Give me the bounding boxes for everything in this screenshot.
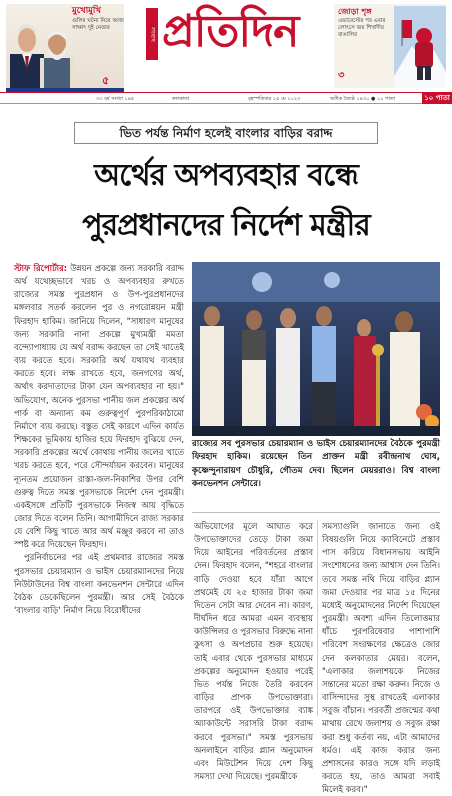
photo-caption: রাজ্যের সব পুরসভার চেয়ারম্যান ও ভাইস চেয়ারম্যানদের বৈঠকে পুরমন্ত্রী ফিরহাদ হাকিম। রয়েছেন তিন প্রাক্তন মন্ত্রী রবীন্দ্রনাথ ঘোষ, কৃষ্ণেন্দুনারায়ণ চৌধুরি, গৌতম দেব। ছিলেন মেয়ররাও। বিশ্ব বাংলা কনভেনশন সেন্টারে। [192, 439, 440, 490]
masthead [0, 0, 452, 104]
article-column-1 [14, 262, 184, 718]
reporter-tag: স্টাফ রিপোর্টার: [14, 263, 68, 273]
issue-date: বৃহস্পতিবার ২৫ মে ২০২৩ [248, 96, 301, 102]
caption-divider [192, 512, 440, 513]
logo-text: প্রতিদিন [162, 6, 299, 57]
article-photo[interactable] [192, 262, 440, 436]
promo-left-body: গুলির ঘটনা নিয়ে আজ সাক্ষাৎ দুই নেতার [72, 18, 124, 31]
dateline [0, 92, 452, 104]
column-divider [317, 520, 318, 716]
logo-side-label: সংবাদ [146, 8, 158, 60]
mountaineer-photo [394, 6, 446, 88]
newspaper-logo[interactable] [146, 6, 306, 66]
promo-right-headline: জোড়া শৃঙ্গ [338, 7, 372, 16]
article [0, 114, 452, 795]
column-1-paragraph-1 [14, 262, 184, 551]
politician-photo-left [10, 14, 44, 92]
headline-line-1: অর্থের অপব্যবহার বন্ধে [94, 158, 358, 193]
promo-left[interactable] [6, 4, 124, 92]
promo-left-headline: মুখোমুখি [72, 6, 101, 16]
article-kicker: ভিত পর্যন্ত নির্মাণ হলেই বাংলার বাড়ির বরাদ্দ [74, 122, 378, 144]
page-count-badge: ১০ পাতা [422, 93, 452, 104]
politician-photo-right [40, 20, 74, 92]
issue-number: ৩৩ বর্ষ সংখ্যা ১৪৫ [96, 96, 135, 102]
city-name: কলকাতা [172, 96, 190, 102]
meeting-stage-photo [192, 262, 440, 436]
column-1-paragraph-2: পুরনির্বাচনের পর এই প্রথমবার রাজ্যের সমস্ত পুরসভার চেয়ারম্যান ও ভাইস চেয়ারম্যানদের নিয়ে নিউটাউনের বিশ্ব বাংলা কনভেনশন সেন্টারে এদিন বৈঠক ডেকেছিলেন পুরমন্ত্রী। আর সেই বৈঠকে 'বাংলার বাড়ি' নির্মাণ নিয়ে বিরোধীদের [14, 552, 184, 616]
promo-right-page-ref: ৩ [338, 70, 345, 81]
promo-left-page-ref: ৫ [102, 74, 110, 87]
headline-line-2: পুরপ্রধানদের নির্দেশ মন্ত্রীর [82, 208, 370, 243]
article-column-3: সমস্যাগুলি জানাতে জন্য ওই বিষয়গুলি নিয়ে ক্যাবিনেটে প্রস্তাব পাস করিয়ে বিধানসভায় আইনি সংশোধনের জন্য আশ্বাস দেন তিনি। তবে সমস্ত নথি দিয়ে বাড়ির প্ল্যান জমা দেওয়ার পর মাত্র ১৫ দিনের মধ্যেই অনুমোদনের নির্দেশ দিয়েছেন পুরমন্ত্রী। অবশ্য এদিন তিলোত্তমার ধাঁচে পুরপরিষেবার পাশাপাশি পরিবেশ সংরক্ষণের ক্ষেত্রেও জোর দেন কলকাতার মেয়র। বলেন, "এলাকার জলাশয়কে নিজের সন্তানের মতো রক্ষা করুন। নিজে ও বাসিন্দাদের সুস্থ রাখতেই এলাকার সবুজ বাঁচান। পরবর্তী প্রজন্মের কথা মাথায় রেখে জলাশয় ও সবুজ রক্ষা করা শুধু কর্তব্য নয়, এটা আমাদের ধর্মও। এই কাজ করার জন্য প্রশাসনের কারও সঙ্গে যদি লড়াই করতে হয়, তাও আমরা সবাই মিলেই করব।" [322, 521, 440, 795]
article-column-2: অভিযোগের মূলে আঘাত করে উপভোক্তাদের তেড়ে টাকা জমা দিয়ে আইনের পরিবর্তনের প্রস্তাব দেন। ফিরহাদ বলেন, "শহরে বাংলার বাড়ি দেওয়া হবে যাঁরা আগে প্রথমেই যে ২৫ হাজার টাকা জমা দিতেন সেটা আর দেবেন না। কারণ, দীর্ঘদিন ধরে আমরা এমন ব্যবস্থায় কাউন্সিলর ও পুরসভার বিরুদ্ধে নানা কুৎসা ও অপপ্রচার শুরু হয়েছে। তাই এবার থেকে পুরসভার মাধ্যমে প্রকল্পের অনুমোদন হওয়ার পরেই ভিত পর্যন্ত নিজে তৈরি করবেন বাড়ির প্রাপক উপভোক্তারা। তারপরে ওই উপভোক্তার ব্যাঙ্ক অ্যাকাউন্টে সরাসরি টাকা বরাদ্দ করবে পুরসভা।" সমস্ত পুরসভায় অনলাইনে বাড়ির প্ল্যান অনুমোদন এবং মিউটেশন দিয়ে দেশ কিছু সমস্যা দেখা দিয়েছে। পুরমন্ত্রীকে [194, 521, 313, 781]
dateline-right: অধিক জ্যৈষ্ঠ ১৪৩০ ● ১০ পাতা [330, 96, 396, 102]
promo-right-body: এভারেস্টের পর এবার লোৎসে জয় শিখাদীর বাঙালির [338, 18, 386, 38]
column-1-text-1: উন্নয়ন প্রকল্পে জন্য সরকারি বরাদ্দ অর্থ যথেচ্ছভাবে খরচ ও অপব্যবহার রুখতে রাজ্যের সমস্ত পুরপ্রধান ও উপ-পুরপ্রধানদের মঙ্গলবার সতর্ক করলেন পুর ও নগরোন্নয়ন মন্ত্রী ফিরহাদ হাকিম। জানিয়ে দিলেন, "সাধারণ মানুষের জন্য সরকারি নানা প্রকল্পে মুখ্যমন্ত্রী মমতা বন্দ্যোপাধ্যায় যে অর্থ বরাদ্দ করছেন তা সেই খাতেই ব্যয় করতে হবে। সরকারি অর্থ যথাযথ ব্যবহার করতে হবে। লক্ষ রাখতে হবে, জনগণের অর্থ, অর্থাৎ করদাতাদের টাকা যেন অপব্যবহার না হয়।" অভিযোগ, অনেক পুরসভা পানীয় জল প্রকল্পের অর্থ পার্ক বা অন্যান্য কম গুরুত্বপূর্ণ পুরপরিকাঠামো নির্মাণে ব্যয় করছে। বস্তুত সেই কারণে এদিন কার্যত শিক্ষকের ভূমিকায় হাজির হয়ে ফিরহাদ বুঝিয়ে দেন, সরকারি প্রকল্পের অর্থে কোথায় পানীয় জলের খাতে খরচ করতে হবে, পরে সৌন্দর্যায়ন করবেন। মানুষের ন্যূনতম প্রয়োজন রাস্তা-জল-নিকাশির উপর বেশি গুরুত্ব দিতে সমস্ত পুরসভাকে নির্দেশ দেন পুরমন্ত্রী। একইসঙ্গে প্রতিটি পুরসভাকে নিজস্ব আয় বৃদ্ধিতে জোর দিতে বলেন তিনি। আগামীদিনে রাজ্য সরকার যে বেশি কিছু খাতে আর অর্থ মঞ্জুর করবে না তাও স্পষ্ট করে দিয়েছেন ফিরহাদ। [14, 263, 184, 550]
promo-right[interactable] [334, 4, 446, 88]
